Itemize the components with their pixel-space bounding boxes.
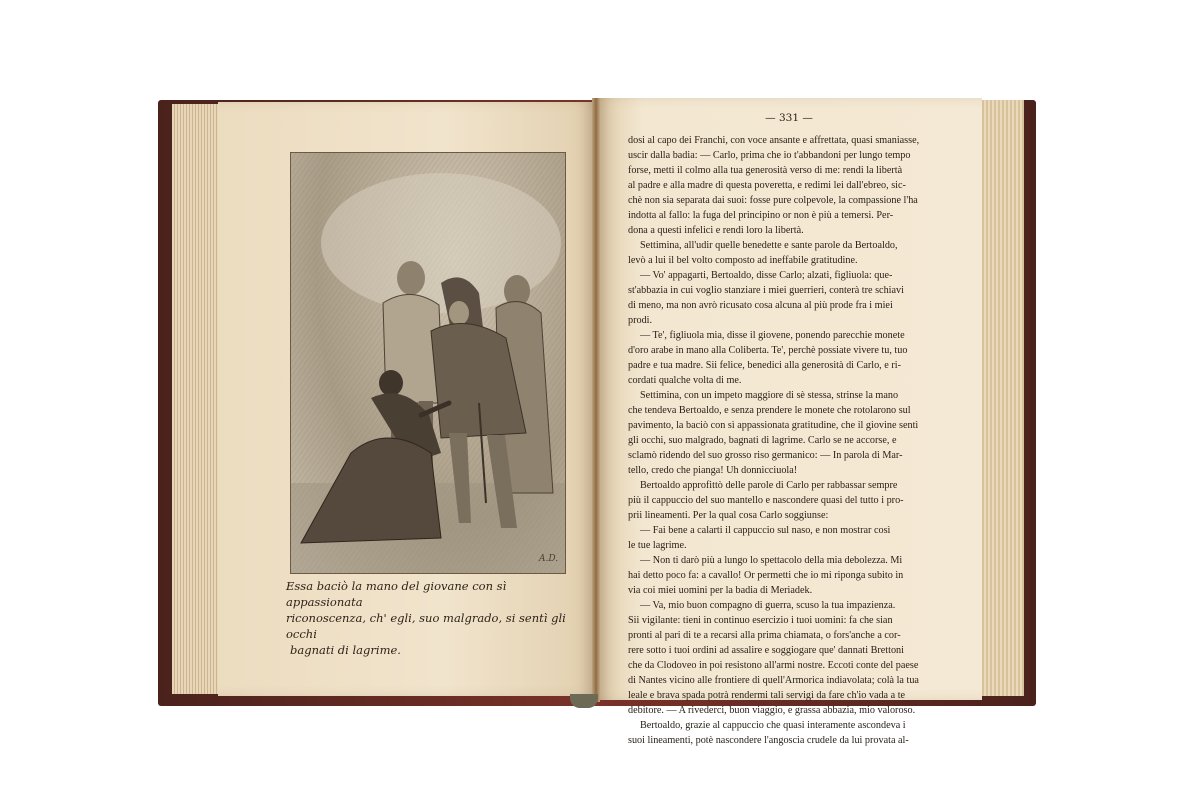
text-line: — Va, mio buon compagno di guerra, scuso la tua impazienza. bbox=[640, 600, 896, 611]
text-line: cordati qualche volta di me. bbox=[628, 375, 742, 386]
text-line: Bertoaldo, grazie al cappuccio che quasi interamente ascondeva i bbox=[640, 720, 906, 731]
text-line: indotta al fallo: la fuga del principino or non è più a temersi. Per- bbox=[628, 210, 894, 221]
text-line: pavimento, la baciò con sì appassionata gratitudine, che il giovine sentì bbox=[628, 420, 919, 431]
text-line: pronti al pari di te a recarsi alla prima chiamata, o fors'anche a cor- bbox=[628, 630, 901, 641]
text-line: rere sotto i tuoi ordini ad assalire e soggiogare que' dannati Brettoni bbox=[628, 645, 904, 656]
illustration-caption bbox=[286, 578, 576, 658]
page-number: — 331 — bbox=[765, 112, 813, 124]
text-line: prii lineamenti. Per la qual cosa Carlo soggiunse: bbox=[628, 510, 829, 521]
text-line: dona a questi infelici e rendi loro la libertà. bbox=[628, 225, 804, 236]
text-line: padre e tua madre. Sii felice, benedici alla generosità di Carlo, e ri- bbox=[628, 360, 901, 371]
text-line: leale e brava spada potrà rendermi tali servigi da fare ch'io vada a te bbox=[628, 690, 906, 701]
text-line: Sii vigilante: tieni in continuo esercizio i tuoi uomini: fa che sian bbox=[628, 615, 893, 626]
text-line: più il cappuccio del suo mantello e nascondere quasi del tutto i pro- bbox=[628, 495, 904, 506]
text-line: sclamò ridendo del suo grosso riso germanico: — In parola di Mar- bbox=[628, 450, 903, 461]
text-line: — Fai bene a calarti il cappuccio sul naso, e non mostrar così bbox=[640, 525, 891, 536]
text-line: di meno, ma non avrò ricusato cosa alcuna al più prode fra i miei bbox=[628, 300, 893, 311]
caption-line: bagnati di lagrime. bbox=[290, 643, 401, 657]
book-gutter bbox=[592, 98, 600, 702]
caption-line: riconoscenza, ch' egli, suo malgrado, si sentì gli occhi bbox=[286, 611, 566, 641]
text-line: Settimina, all'udir quelle benedette e sante parole da Bertoaldo, bbox=[640, 240, 898, 251]
text-line: tello, credo che pianga! Uh donnicciuola! bbox=[628, 465, 798, 476]
text-line: Settimina, con un impeto maggiore di sè stessa, strinse la mano bbox=[640, 390, 899, 401]
caption-line: Essa baciò la mano del giovane con sì appassionata bbox=[286, 579, 507, 609]
text-line: levò a lui il bel volto composto ad ineffabile gratitudine. bbox=[628, 255, 858, 266]
left-page-edges bbox=[172, 104, 222, 694]
text-line: al padre e alla madre di questa poveretta, e redimi lei dall'ebreo, sic- bbox=[628, 180, 906, 191]
text-line: forse, metti il colmo alla tua generosità verso di me: rendi la libertà bbox=[628, 165, 903, 176]
text-line: Bertoaldo approfittò delle parole di Carlo per rabbassar sempre bbox=[640, 480, 898, 491]
text-line: suoi lineamenti, potè nascondere l'angoscia crudele da lui provata al- bbox=[628, 735, 909, 746]
text-line: — Non ti darò più a lungo lo spettacolo della mia debolezza. Mi bbox=[640, 555, 903, 566]
text-line: dosi al capo dei Franchi, con voce ansante e affrettata, quasi smaniasse, bbox=[628, 135, 920, 146]
text-line: che da Clodoveo in poi resistono all'armi nostre. Eccoti conte del paese bbox=[628, 660, 919, 671]
illustration-plate bbox=[290, 152, 566, 574]
text-line: uscir dalla badia: — Carlo, prima che io t'abbandoni per lungo tempo bbox=[628, 150, 911, 161]
text-line: chè non sia separata dai suoi: fosse pure colpevole, la compassione l'ha bbox=[628, 195, 918, 206]
text-line: le tue lagrime. bbox=[628, 540, 687, 551]
text-line: — Vo' appagarti, Bertoaldo, disse Carlo; alzati, figliuola: que- bbox=[640, 270, 893, 281]
text-line: st'abbazia in cui voglio stanziare i miei guerrieri, conterà tre schiavi bbox=[628, 285, 904, 296]
lithograph-illustration bbox=[291, 153, 565, 573]
text-line: via coi miei uomini per la badia di Meriadek. bbox=[628, 585, 813, 596]
text-line: debitore. — A rivederci, buon viaggio, e grassa abbazia, mio valoroso. bbox=[628, 705, 916, 716]
page-text bbox=[628, 133, 958, 748]
right-page-edges bbox=[978, 100, 1024, 696]
text-line: di Nantes vicino alle frontiere di quell'Armorica indiavolata; colà la tua bbox=[628, 675, 919, 686]
text-line: prodi. bbox=[628, 315, 653, 326]
artist-signature: A.D. bbox=[539, 554, 559, 564]
text-line: hai detto poco fa: a cavallo! Or permetti che io mi riponga subito in bbox=[628, 570, 904, 581]
bookmark-ribbon bbox=[570, 694, 598, 708]
text-line: d'oro arabe in mano alla Coliberta. Te', perchè possiate vivere tu, tuo bbox=[628, 345, 908, 356]
text-line: che tendeva Bertoaldo, e senza prendere le monete che rotolarono sul bbox=[628, 405, 911, 416]
text-line: — Te', figliuola mia, disse il giovene, ponendo parecchie monete bbox=[640, 330, 905, 341]
text-line: gli occhi, suo malgrado, bagnati di lagrime. Carlo se ne accorse, e bbox=[628, 435, 897, 446]
